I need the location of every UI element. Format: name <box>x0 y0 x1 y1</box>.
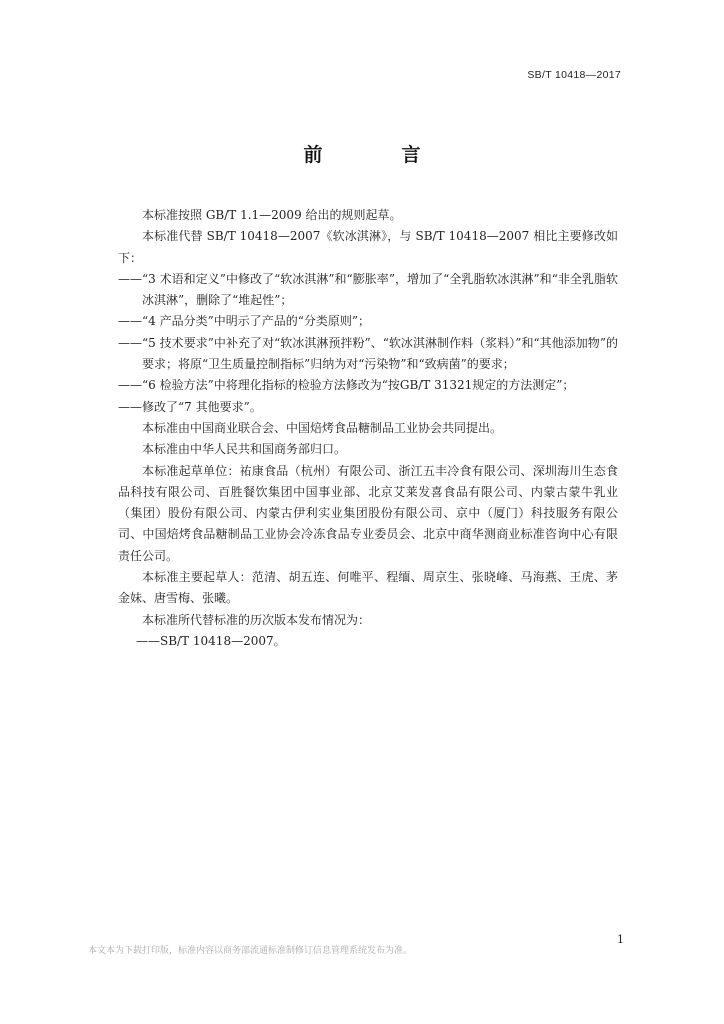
paragraph-proposer: 本标准由中国商业联合会、中国焙烤食品糖制品工业协会共同提出。 <box>142 420 503 435</box>
change-item-test-methods: ——“6 检验方法”中将理化指标的检验方法修改为“按GB/T 31321规定的方法测定”； <box>118 378 575 393</box>
change-item-terms: ——“3 术语和定义”中修改了“软冰淇淋”和“膨胀率”，增加了“全乳脂软冰淇淋”和“非全乳脂软冰淇淋”，删除了“堆起性”； <box>118 271 618 308</box>
paragraph-drafting-units: 本标准起草单位：祐康食品（杭州）有限公司、浙江五丰冷食有限公司、深圳海川生态食品科技有限公司、百胜餐饮集团中国事业部、北京艾莱发喜食品有限公司、内蒙古蒙牛乳业（集团）股份有限公司、内蒙古伊利实业集团股份有限公司、京中（厦门）科技服务有限公司、中国焙烤食品糖制品工业协会冷冻食品专业委员会、北京中商华测商业标准咨询中心有限责任公司。 <box>118 463 618 563</box>
paragraph-history: 本标准所代替标准的历次版本发布情况为： <box>142 612 371 627</box>
page-number: 1 <box>617 933 624 946</box>
paragraph-administrator: 本标准由中华人民共和国商务部归口。 <box>142 442 347 457</box>
footer-note: 本文本为下载打印版，标准内容以商务部流通标准制修订信息管理系统发布为准。 <box>88 946 413 956</box>
change-item-classification: ——“4 产品分类”中明示了产品的“分类原则”； <box>118 314 370 329</box>
foreword-body <box>118 205 618 652</box>
change-item-other: ——修改了“7 其他要求”。 <box>118 399 262 414</box>
change-item-requirements: ——“5 技术要求”中补充了对“软冰淇淋预拌粉”、“软冰淇淋制作料（浆料）”和“其他添加物”的要求；将原“卫生质量控制指标”归纳为对“污染物”和“致病菌”的要求； <box>118 335 618 372</box>
history-item: ——SB/T 10418—2007。 <box>136 633 286 648</box>
paragraph-drafters: 本标准主要起草人：范清、胡五连、何唯平、程缅、周京生、张晓峰、马海燕、王虎、茅金妹、唐雪梅、张曦。 <box>118 570 618 606</box>
paragraph-drafting-rules: 本标准按照 GB/T 1.1—2009 给出的规则起草。 <box>142 208 402 222</box>
page-title: 前 言 <box>303 144 451 166</box>
paragraph-replacement: 本标准代替 SB/T 10418—2007《软冰淇淋》，与 SB/T 10418—2007 相比主要修改如下： <box>118 229 618 265</box>
standard-code: SB/T 10418—2017 <box>527 69 621 81</box>
